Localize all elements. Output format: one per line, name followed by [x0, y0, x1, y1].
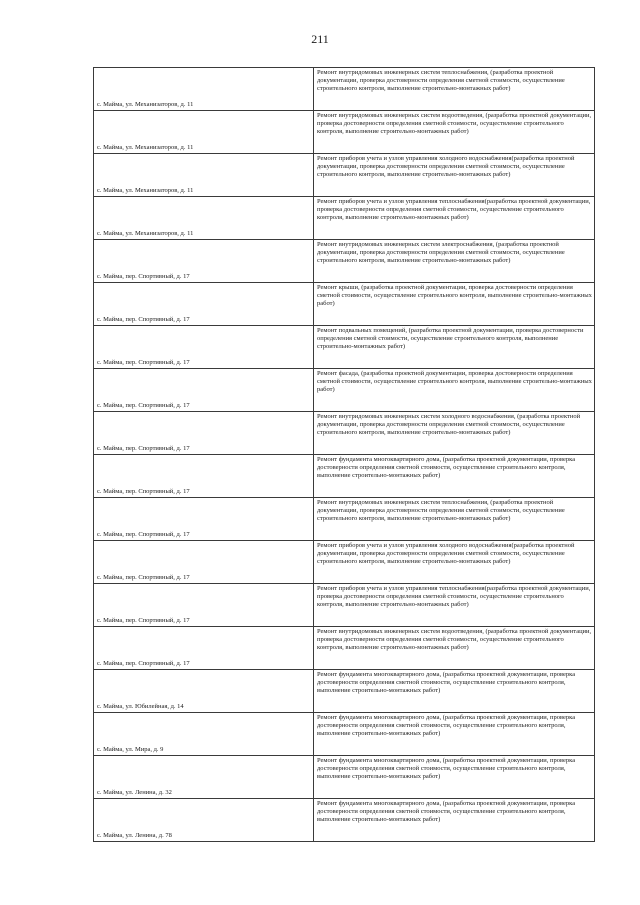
work-description: Ремонт внутридомовых инженерных систем теплоснабжения, (разработка проектной документации, проверка достоверности определения сметной стоимости, осуществление строительного контроля, выполнение строительно-монтажных работ)	[317, 69, 565, 92]
work-description: Ремонт фундамента многоквартирного дома, (разработка проектной документации, проверка достоверности определения сметной стоимости, осуществление строительного контроля, выполнение строительно-монтажных работ)	[317, 456, 576, 479]
work-cell	[314, 369, 595, 412]
table-row	[94, 584, 595, 627]
work-description: Ремонт внутридомовых инженерных систем водоотведения, (разработка проектной документации, проверка достоверности определения сметной стоимости, осуществление строительного контроля, выполнение строительно-монтажных работ)	[317, 628, 592, 651]
work-description: Ремонт фасада, (разработка проектной документации, проверка достоверности определения сметной стоимости, осуществление строительного контроля, выполнение строительно-монтажных работ)	[317, 370, 592, 393]
table-row	[94, 111, 595, 154]
work-description: Ремонт приборов учета и узлов управления холодного водоснабжения(разработка проектной документации, проверка достоверности определения сметной стоимости, осуществление строительного контроля, выполнение строительно-монтажных работ)	[317, 542, 575, 565]
address-cell: с. Майма, ул. Юбилейная, д. 14	[94, 670, 314, 713]
work-cell	[314, 412, 595, 455]
address-cell: с. Майма, пер. Спортивный, д. 17	[94, 627, 314, 670]
work-description: Ремонт внутридомовых инженерных систем водоотведения, (разработка проектной документации, проверка достоверности определения сметной стоимости, осуществление строительного контроля, выполнение строительно-монтажных работ)	[317, 112, 592, 135]
work-cell	[314, 154, 595, 197]
work-description: Ремонт внутридомовых инженерных систем теплоснабжения, (разработка проектной документации, проверка достоверности определения сметной стоимости, осуществление строительного контроля, выполнение строительно-монтажных работ)	[317, 499, 565, 522]
table-row	[94, 283, 595, 326]
address-cell: с. Майма, пер. Спортивный, д. 17	[94, 369, 314, 412]
page-number: 211	[311, 32, 329, 46]
table-row	[94, 240, 595, 283]
work-cell	[314, 455, 595, 498]
work-description: Ремонт подвальных помещений, (разработка проектной документации, проверка достоверности определения сметной стоимости, осуществление строительного контроля, выполнение строительно-монтажных работ)	[317, 327, 584, 350]
work-description: Ремонт фундамента многоквартирного дома, (разработка проектной документации, проверка достоверности определения сметной стоимости, осуществление строительного контроля, выполнение строительно-монтажных работ)	[317, 714, 576, 737]
address-cell: с. Майма, пер. Спортивный, д. 17	[94, 455, 314, 498]
work-cell	[314, 68, 595, 111]
work-cell	[314, 799, 595, 842]
table-row	[94, 68, 595, 111]
work-cell	[314, 498, 595, 541]
table-row	[94, 197, 595, 240]
address-cell: с. Майма, пер. Спортивный, д. 17	[94, 283, 314, 326]
table-row	[94, 498, 595, 541]
table-row	[94, 799, 595, 842]
work-description: Ремонт внутридомовых инженерных систем электроснабжения, (разработка проектной документации, проверка достоверности определения сметной стоимости, осуществление строительного контроля, выполнение строительно-монтажных работ)	[317, 241, 565, 264]
table-row	[94, 756, 595, 799]
address-cell: с. Майма, ул. Механизаторов, д. 11	[94, 154, 314, 197]
table-row	[94, 326, 595, 369]
work-cell	[314, 541, 595, 584]
address-cell: с. Майма, пер. Спортивный, д. 17	[94, 541, 314, 584]
work-cell	[314, 111, 595, 154]
work-description: Ремонт внутридомовых инженерных систем холодного водоснабжения, (разработка проектной документации, проверка достоверности определения сметной стоимости, осуществление строительного контроля, выполнение строительно-монтажных работ)	[317, 413, 581, 436]
work-description: Ремонт приборов учета и узлов управления холодного водоснабжения(разработка проектной документации, проверка достоверности определения сметной стоимости, осуществление строительного контроля, выполнение строительно-монтажных работ)	[317, 155, 575, 178]
table-row	[94, 627, 595, 670]
address-cell: с. Майма, ул. Механизаторов, д. 11	[94, 111, 314, 154]
address-cell: с. Майма, пер. Спортивный, д. 17	[94, 412, 314, 455]
table-row	[94, 154, 595, 197]
work-cell	[314, 670, 595, 713]
table-row	[94, 455, 595, 498]
work-cell	[314, 584, 595, 627]
work-description: Ремонт фундамента многоквартирного дома, (разработка проектной документации, проверка достоверности определения сметной стоимости, осуществление строительного контроля, выполнение строительно-монтажных работ)	[317, 800, 576, 823]
address-cell: с. Майма, пер. Спортивный, д. 17	[94, 326, 314, 369]
address-cell: с. Майма, пер. Спортивный, д. 17	[94, 498, 314, 541]
address-cell: с. Майма, ул. Ленина, д. 32	[94, 756, 314, 799]
work-cell	[314, 240, 595, 283]
work-description: Ремонт крыши, (разработка проектной документации, проверка достоверности определения сметной стоимости, осуществление строительного контроля, выполнение строительно-монтажных работ)	[317, 284, 592, 307]
work-description: Ремонт фундамента многоквартирного дома, (разработка проектной документации, проверка достоверности определения сметной стоимости, осуществление строительного контроля, выполнение строительно-монтажных работ)	[317, 757, 576, 780]
table-row	[94, 412, 595, 455]
works-table	[93, 67, 595, 842]
address-cell: с. Майма, ул. Механизаторов, д. 11	[94, 68, 314, 111]
address-cell: с. Майма, пер. Спортивный, д. 17	[94, 240, 314, 283]
address-cell: с. Майма, ул. Механизаторов, д. 11	[94, 197, 314, 240]
work-cell	[314, 756, 595, 799]
work-cell	[314, 713, 595, 756]
address-cell: с. Майма, ул. Ленина, д. 78	[94, 799, 314, 842]
work-cell	[314, 627, 595, 670]
table-row	[94, 670, 595, 713]
table-row	[94, 369, 595, 412]
work-description: Ремонт фундамента многоквартирного дома, (разработка проектной документации, проверка достоверности определения сметной стоимости, осуществление строительного контроля, выполнение строительно-монтажных работ)	[317, 671, 576, 694]
table-row	[94, 713, 595, 756]
work-cell	[314, 326, 595, 369]
work-description: Ремонт приборов учета и узлов управления теплоснабжения(разработка проектной документации, проверка достоверности определения сметной стоимости, осуществление строительного контроля, выполнение строительно-монтажных работ)	[317, 198, 591, 221]
address-cell: с. Майма, ул. Мира, д. 9	[94, 713, 314, 756]
address-cell: с. Майма, пер. Спортивный, д. 17	[94, 584, 314, 627]
work-cell	[314, 197, 595, 240]
work-description: Ремонт приборов учета и узлов управления теплоснабжения(разработка проектной документации, проверка достоверности определения сметной стоимости, осуществление строительного контроля, выполнение строительно-монтажных работ)	[317, 585, 591, 608]
table-row	[94, 541, 595, 584]
work-cell	[314, 283, 595, 326]
